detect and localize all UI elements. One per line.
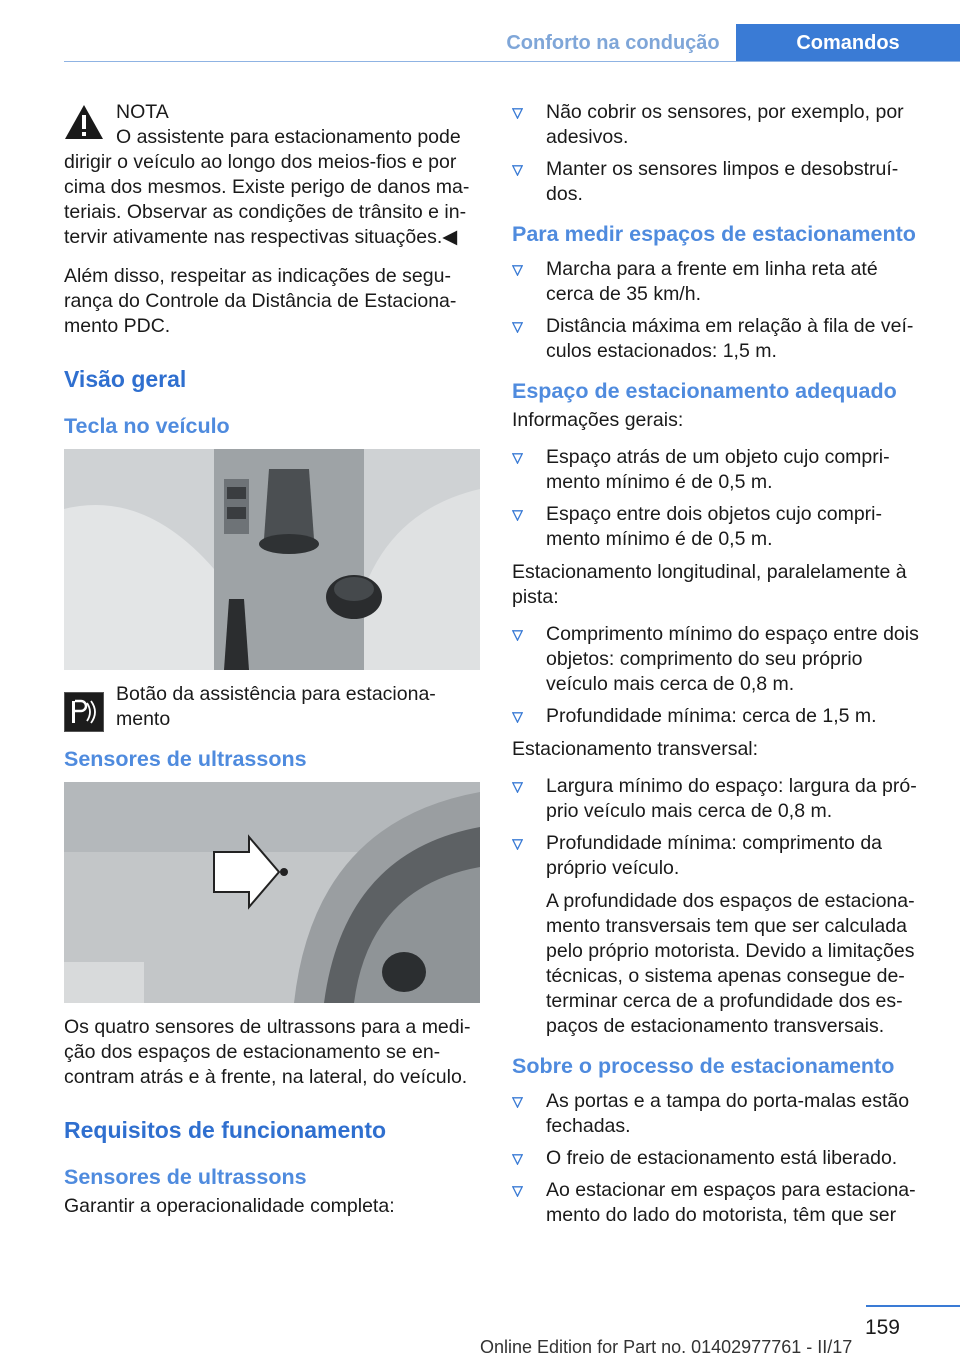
heading-overview: Visão geral xyxy=(64,366,187,392)
warning-triangle-icon xyxy=(64,104,104,140)
list-item-text: O freio de estacionamento está liberado. xyxy=(546,1147,898,1169)
transversal-list xyxy=(512,774,926,881)
heading-measure: Para medir espaços de estacionamento xyxy=(512,222,916,246)
ops-text: Garantir a operacionalidade completa: xyxy=(64,1195,395,1217)
list-item-text: Profundidade mínima: cerca de 1,5 m. xyxy=(546,705,877,727)
list-item xyxy=(512,314,926,364)
list-item xyxy=(512,1089,926,1139)
sensor-care-list xyxy=(512,100,926,207)
heading-sensors-2: Sensores de ultrassons xyxy=(64,1165,307,1189)
parking-assistant-button-icon xyxy=(64,692,104,732)
longitudinal-list xyxy=(512,622,926,729)
list-item-text: Não cobrir os sensores, por exemplo, por adesivos. xyxy=(546,101,904,148)
triangle-bullet-icon xyxy=(512,108,523,119)
right-column xyxy=(512,100,926,1236)
list-item xyxy=(512,257,926,307)
triangle-bullet-icon xyxy=(512,265,523,276)
measure-list xyxy=(512,257,926,364)
page-number: 159 xyxy=(864,1316,900,1339)
list-item-text: Espaço atrás de um objeto cujo compri-mento mínimo é de 0,5 m. xyxy=(546,446,890,493)
heading-sensors: Sensores de ultrassons xyxy=(64,747,307,771)
button-caption: Botão da assistência para estaciona-mento xyxy=(116,683,436,730)
list-item xyxy=(512,704,926,729)
triangle-bullet-icon xyxy=(512,165,523,176)
left-column xyxy=(64,100,480,1231)
general-list xyxy=(512,445,926,552)
list-item-text: Comprimento mínimo do espaço entre dois objetos: comprimento do seu próprio veículo mais cerca de 0,8 m. xyxy=(546,623,919,695)
triangle-bullet-icon xyxy=(512,630,523,641)
triangle-bullet-icon xyxy=(512,322,523,333)
list-item xyxy=(512,622,926,697)
list-item-text: Marcha para a frente em linha reta até cerca de 35 km/h. xyxy=(546,258,878,305)
list-item xyxy=(512,157,926,207)
triangle-bullet-icon xyxy=(512,839,523,850)
warning-text-rest: dirigir o veículo ao longo dos meios-fios e por cima dos mesmos. Existe perigo de danos ma-teriais. Observar as condições de trânsito e in-tervir ativamente nas respectivas situações.◀ xyxy=(64,151,470,248)
triangle-bullet-icon xyxy=(512,1154,523,1165)
header-rule xyxy=(64,61,960,62)
list-item-text: Ao estacionar em espaços para estaciona-mento do lado do motorista, têm que ser xyxy=(546,1179,916,1226)
warning-text-first: O assistente para estacionamento pode xyxy=(116,126,461,148)
general-info: Informações gerais: xyxy=(512,409,684,431)
header-section-title: Conforto na condução xyxy=(506,32,720,54)
process-list xyxy=(512,1089,926,1228)
triangle-bullet-icon xyxy=(512,782,523,793)
warning-block xyxy=(64,100,480,250)
list-item-text: Profundidade mínima: comprimento da próprio veículo. xyxy=(546,832,883,879)
button-caption-block xyxy=(64,682,480,732)
safety-note: Além disso, respeitar as indicações de segu-rança do Controle da Distância de Estaciona-mento PDC. xyxy=(64,265,457,337)
list-item xyxy=(512,1146,926,1171)
list-item-text: As portas e a tampa do porta-malas estão fechadas. xyxy=(546,1090,910,1137)
heading-requirements: Requisitos de funcionamento xyxy=(64,1117,387,1143)
triangle-bullet-icon xyxy=(512,453,523,464)
footer-rule xyxy=(866,1305,960,1307)
transversal-label: Estacionamento transversal: xyxy=(512,738,759,760)
edition-line: Online Edition for Part no. 01402977761 - II/17 xyxy=(480,1337,853,1357)
list-item xyxy=(512,774,926,824)
heading-process: Sobre o processo de estacionamento xyxy=(512,1054,895,1078)
list-item xyxy=(512,502,926,552)
triangle-bullet-icon xyxy=(512,712,523,723)
list-item xyxy=(512,831,926,881)
list-item-text: Largura mínimo do espaço: largura da pró-prio veículo mais cerca de 0,8 m. xyxy=(546,775,917,822)
triangle-bullet-icon xyxy=(512,510,523,521)
list-item-text: Espaço entre dois objetos cujo compri-mento mínimo é de 0,5 m. xyxy=(546,503,883,550)
sensor-photo xyxy=(64,782,480,1003)
longitudinal-label: Estacionamento longitudinal, paralelamente à pista: xyxy=(512,561,907,608)
list-item xyxy=(512,445,926,495)
heading-suitable-space: Espaço de estacionamento adequado xyxy=(512,379,897,403)
header-chapter-tab: Comandos xyxy=(736,24,960,62)
warning-label: NOTA xyxy=(116,101,169,123)
triangle-bullet-icon xyxy=(512,1097,523,1108)
console-photo xyxy=(64,449,480,670)
transversal-note: A profundidade dos espaços de estaciona-mento transversais tem que ser calculada pelo próprio motorista. Devido a limitações técnicas, o sistema apenas consegue de-terminar cerca de a profundidade dos es-paços de estacionamento transversais. xyxy=(546,890,915,1037)
sensors-description: Os quatro sensores de ultrassons para a medi-ção dos espaços de estacionamento se en-contram atrás e à frente, na lateral, do veículo. xyxy=(64,1016,471,1088)
list-item xyxy=(512,100,926,150)
list-item xyxy=(512,1178,926,1228)
list-item-text: Manter os sensores limpos e desobstruí-dos. xyxy=(546,158,899,205)
triangle-bullet-icon xyxy=(512,1186,523,1197)
heading-button: Tecla no veículo xyxy=(64,414,230,438)
list-item-text: Distância máxima em relação à fila de veí-culos estacionados: 1,5 m. xyxy=(546,315,914,362)
